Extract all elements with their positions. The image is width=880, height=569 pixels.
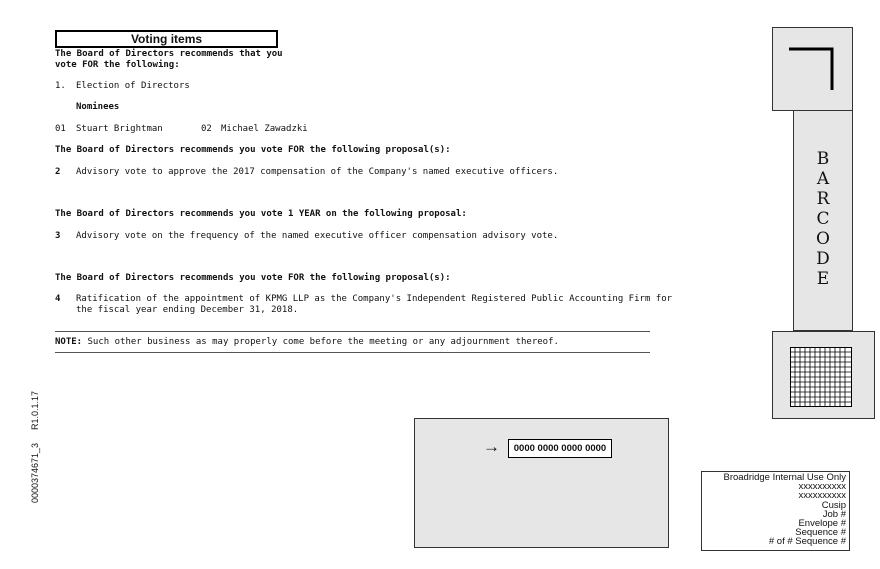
sequence-label: Sequence #	[795, 527, 846, 539]
internal-use-heading: Broadridge Internal Use Only	[723, 472, 846, 483]
nominee-number: 01	[55, 124, 66, 134]
envelope-label: Envelope #	[798, 518, 846, 530]
barcode-letter: R	[816, 189, 830, 209]
item-2-number: 2	[55, 167, 61, 177]
item-4-number: 4	[55, 294, 61, 304]
barcode-letter: E	[816, 269, 830, 289]
nominee-name: Stuart Brightman	[76, 124, 163, 134]
matrix-code-icon	[790, 347, 852, 407]
divider	[55, 331, 650, 332]
nominee-number: 02	[201, 124, 212, 134]
internal-placeholder: xxxxxxxxxx	[798, 481, 846, 493]
sequence-count-label: # of # Sequence #	[768, 536, 846, 548]
item-3-text: Advisory vote on the frequency of the named executive officer compensation advisory vote.	[76, 231, 559, 241]
revision-vertical: R1.0.1.17	[30, 390, 40, 430]
divider	[55, 352, 650, 353]
nominees-label: Nominees	[76, 102, 120, 112]
recommendation-heading-3: The Board of Directors recommends you vote 1 YEAR on the following proposal:	[55, 209, 467, 219]
barcode-letter: D	[816, 249, 830, 269]
note	[55, 337, 559, 348]
control-number-panel	[414, 418, 669, 548]
internal-placeholder: xxxxxxxxxx	[798, 490, 846, 502]
nominee-name: Michael Zawadzki	[221, 124, 308, 134]
item-1-number: 1.	[55, 81, 66, 91]
matrix-code-box	[772, 331, 875, 419]
corner-mark-icon	[772, 27, 853, 111]
voting-items-title: Voting items	[55, 30, 278, 48]
document-id-vertical: 0000374671_3	[30, 442, 40, 503]
item-4-text-line2: the fiscal year ending December 31, 2018.	[76, 305, 299, 315]
cusip-label: Cusip	[821, 499, 846, 511]
barcode-strip	[793, 110, 853, 331]
control-number-field[interactable]: 0000 0000 0000 0000	[508, 439, 612, 458]
barcode-letter: O	[816, 229, 830, 249]
item-2-text: Advisory vote to approve the 2017 compensation of the Company's named executive officers.	[76, 167, 559, 177]
item-4-text-line1: Ratification of the appointment of KPMG LLP as the Company's Independent Registered Public Accounting Firm for	[76, 294, 673, 304]
job-label: Job #	[822, 508, 846, 520]
barcode-letter: B	[816, 149, 830, 169]
item-3-number: 3	[55, 231, 61, 241]
barcode-letter: A	[816, 169, 830, 189]
item-1-label: Election of Directors	[76, 81, 190, 91]
board-recommendation-intro: The Board of Directors recommends that you	[55, 49, 283, 59]
note-label: NOTE:	[55, 337, 83, 347]
barcode-letter: C	[816, 209, 830, 229]
board-recommendation-intro-2: vote FOR the following:	[55, 60, 180, 70]
recommendation-heading-2: The Board of Directors recommends you vote FOR the following proposal(s):	[55, 145, 451, 155]
barcode-corner-box	[772, 27, 853, 111]
internal-use-box	[701, 471, 850, 551]
arrow-right-icon: →	[483, 437, 500, 456]
recommendation-heading-4: The Board of Directors recommends you vote FOR the following proposal(s):	[55, 273, 451, 283]
note-text: Such other business as may properly come before the meeting or any adjournment thereof.	[82, 337, 559, 347]
